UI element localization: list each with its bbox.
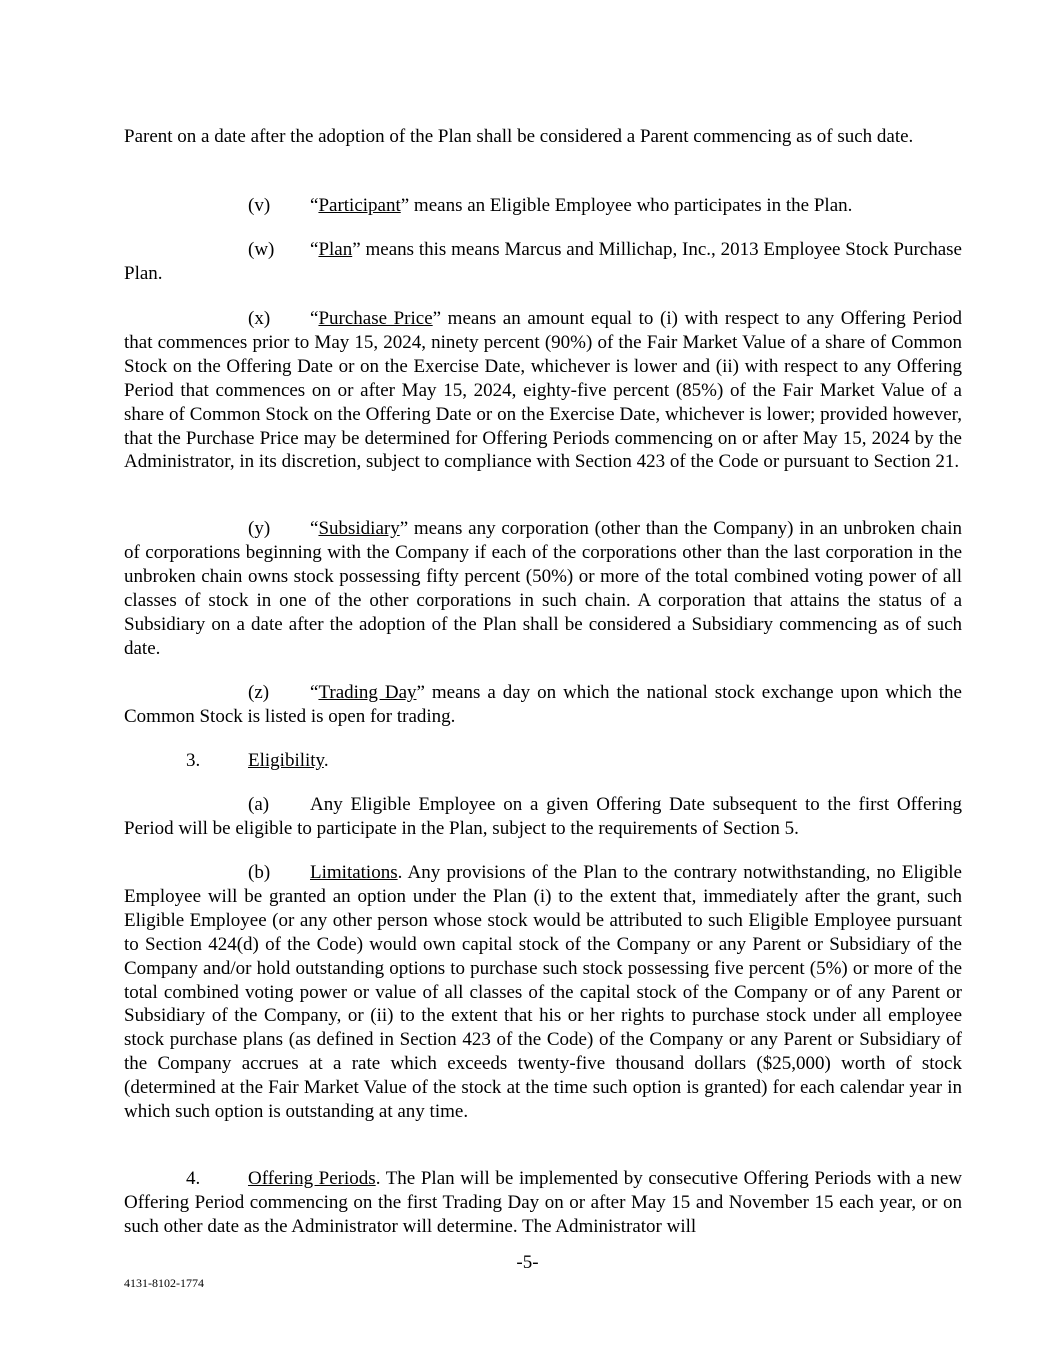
subsection-label: (a) xyxy=(248,794,270,815)
defined-term: Subsidiary xyxy=(318,518,400,539)
defined-term: Purchase Price xyxy=(318,308,433,329)
definition-subsidiary: (y) “Subsidiary” means any corporation (other than the Company) in an unbroken chain of corporations beginning with the Company if each of the corporations other than the last corporation in the unbroken chain owns stock possessing fifty percent (50%) or more of the total combined voting power of all classes of stock in one of the other corporations in such chain. A corporation that attains the status of a Subsidiary on a date after the adoption of the Plan shall be considered a Subsidiary commencing as of such date. xyxy=(124,518,962,659)
definition-plan: (w) “Plan” means this means Marcus and Millichap, Inc., 2013 Employee Stock Purchase Plan. xyxy=(124,239,962,284)
definition-label: (y) xyxy=(248,518,271,539)
intro-text: Parent on a date after the adoption of the Plan shall be considered a Parent commencing as of such date. xyxy=(124,126,914,147)
intro-paragraph xyxy=(124,125,962,149)
document-id: 4131-8102-1774 xyxy=(124,1276,204,1290)
definition-label: (x) xyxy=(248,308,271,329)
section-3b-paragraph: (b) Limitations. Any provisions of the Plan to the contrary notwithstanding, no Eligible Employee will be granted an option under the Plan (i) to the extent that, immediately after the grant, such Eligible Employee (or any other person whose stock would be attributed to such Eligible Employee pursuant to Section 424(d) of the Code) would own capital stock of the Company or any Parent or Subsidiary of the Company and/or hold outstanding options to purchase such stock possessing five percent (5%) or more of the total combined voting power or value of all classes of the capital stock of the Company or of any Parent or Subsidiary of the Company, or (ii) to the extent that his or her rights to purchase stock under all employee stock purchase plans (as defined in Section 423 of the Code) of the Company or any Parent or Subsidiary of the Company accrues at a rate which exceeds twenty-five thousand dollars ($25,000) worth of stock (determined at the Fair Market Value of the stock at the time such option is granted) for each calendar year in which such option is outstanding at any time. xyxy=(124,862,962,1123)
defined-term: Participant xyxy=(318,195,401,216)
definition-trading-day: (z) “Trading Day” means a day on which the national stock exchange upon which the Common Stock is listed is open for trading. xyxy=(124,682,962,727)
subsection-label: (b) xyxy=(248,862,271,883)
section-number: 4. xyxy=(186,1168,201,1189)
definition-label: (w) xyxy=(248,239,275,260)
section-title: Eligibility xyxy=(248,750,324,771)
definition-participant: (v) “Participant” means an Eligible Employee who participates in the Plan. xyxy=(248,195,853,216)
section-4-paragraph: 4. Offering Periods. The Plan will be implemented by consecutive Offering Periods with a new Offering Period commencing on the first Trading Day on or after May 15 and November 15 each year, or on such other date as the Administrator will determine. The Administrator will xyxy=(124,1168,963,1237)
section-title: Offering Periods xyxy=(248,1168,376,1189)
section-number: 3. xyxy=(186,750,201,771)
defined-term: Plan xyxy=(318,239,353,260)
defined-term: Trading Day xyxy=(318,682,417,703)
definition-purchase-price: (x) “Purchase Price” means an amount equal to (i) with respect to any Offering Period that commences prior to May 15, 2024, ninety percent (90%) of the Fair Market Value of a share of Common Stock on the Offering Date or on the Exercise Date, whichever is lower and (ii) with respect to any Offering Period that commences on or after May 15, 2024, eighty-five percent (85%) of the Fair Market Value of a share of Common Stock on the Offering Date or on the Exercise Date, whichever is lower; provided however, that the Purchase Price may be determined for Offering Periods commencing on or after May 15, 2024 by the Administrator, in its discretion, subject to compliance with Section 423 of the Code or pursuant to Section 21. xyxy=(124,308,962,473)
definition-label: (v) xyxy=(248,195,271,216)
section-3a-paragraph: (a) Any Eligible Employee on a given Offering Date subsequent to the first Offering Period will be eligible to participate in the Plan, subject to the requirements of Section 5. xyxy=(124,794,962,839)
page-number: -5- xyxy=(516,1252,539,1273)
section-3-heading: 3. Eligibility. xyxy=(186,750,329,771)
subsection-heading: Limitations xyxy=(310,862,398,883)
definition-label: (z) xyxy=(248,682,270,703)
